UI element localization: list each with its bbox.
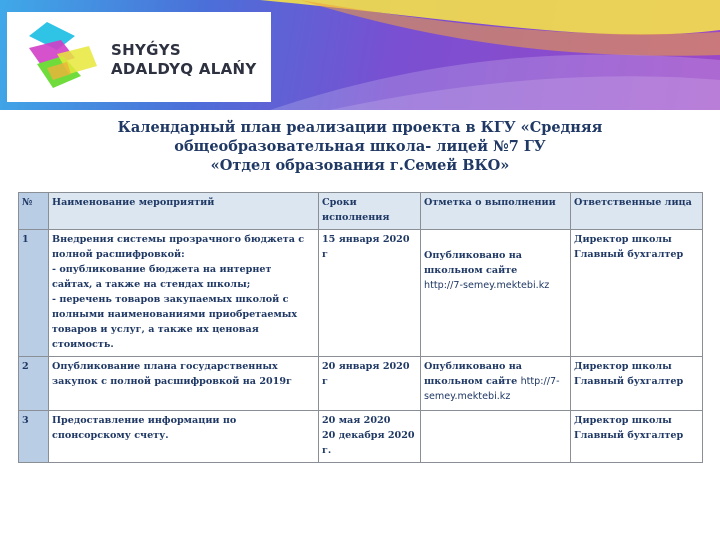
row-deadline: 20 января 2020 г (319, 357, 421, 411)
status-link[interactable]: http://7-semey.mektebi.kz (424, 280, 550, 291)
table-row (19, 411, 703, 463)
responsible-line: Главный бухгалтер (574, 376, 684, 387)
plan-table (18, 192, 703, 463)
row-name-line: Внедрения системы прозрачного бюджета с полной расшифровкой: (52, 234, 305, 260)
responsible-line: Директор школы (574, 234, 672, 245)
row-responsible (571, 230, 703, 357)
row-deadline: 15 января 2020 г (319, 230, 421, 357)
row-name-line: Предоставление информации по спонсорскому счету. (52, 415, 237, 441)
responsible-line: Директор школы (574, 361, 672, 372)
row-name-line: - перечень товаров закупаемых школой с полными наименованиями приобретаемых товаров и услуг, а также их ценовая стоимость. (52, 294, 298, 350)
status-text: Опубликовано на школьном сайте (424, 361, 523, 387)
logo-panel (7, 12, 271, 102)
header-banner (0, 0, 720, 110)
header-num: № (19, 193, 49, 230)
header-status: Отметка о выполнении (421, 193, 571, 230)
table-row (19, 357, 703, 411)
header-deadline: Сроки исполнения (319, 193, 421, 230)
shygys-logo-icon (17, 18, 101, 96)
document-title (80, 118, 640, 175)
row-status (421, 357, 571, 411)
responsible-line: Директор школы (574, 415, 672, 426)
row-deadline (319, 411, 421, 463)
row-name (49, 230, 319, 357)
table-row (19, 230, 703, 357)
title-line-3: «Отдел образования г.Семей ВКО» (210, 157, 510, 174)
deadline-line: 20 мая 2020 (322, 415, 391, 426)
status-link[interactable]: http://7-semey.mektebi.kz (424, 376, 560, 402)
row-responsible (571, 411, 703, 463)
brand-name-line-2: ADALDYQ ALAŃY (111, 60, 257, 78)
title-line-1: Календарный план реализации проекта в КГУ «Средняя (117, 119, 603, 136)
row-status (421, 230, 571, 357)
brand-name-line-1: SHYǴYS (111, 41, 181, 59)
header-name: Наименование мероприятий (49, 193, 319, 230)
responsible-line: Главный бухгалтер (574, 249, 684, 260)
status-text: Опубликовано на школьном сайте (424, 250, 523, 276)
row-num: 2 (19, 357, 49, 411)
row-name-line: Опубликование плана государственных закупок с полной расшифровкой на 2019г (52, 361, 292, 387)
row-name (49, 357, 319, 411)
row-responsible (571, 357, 703, 411)
title-line-2: общеобразовательная школа- лицей №7 ГУ (174, 138, 546, 155)
row-status (421, 411, 571, 463)
row-name (49, 411, 319, 463)
row-num: 3 (19, 411, 49, 463)
responsible-line: Главный бухгалтер (574, 430, 684, 441)
header-responsible: Ответственные лица (571, 193, 703, 230)
row-num: 1 (19, 230, 49, 357)
deadline-line: 20 декабря 2020 г. (322, 430, 415, 456)
row-name-line: - опубликование бюджета на интернет сайтах, а также на стендах школы; (52, 264, 272, 290)
table-header-row (19, 193, 703, 230)
